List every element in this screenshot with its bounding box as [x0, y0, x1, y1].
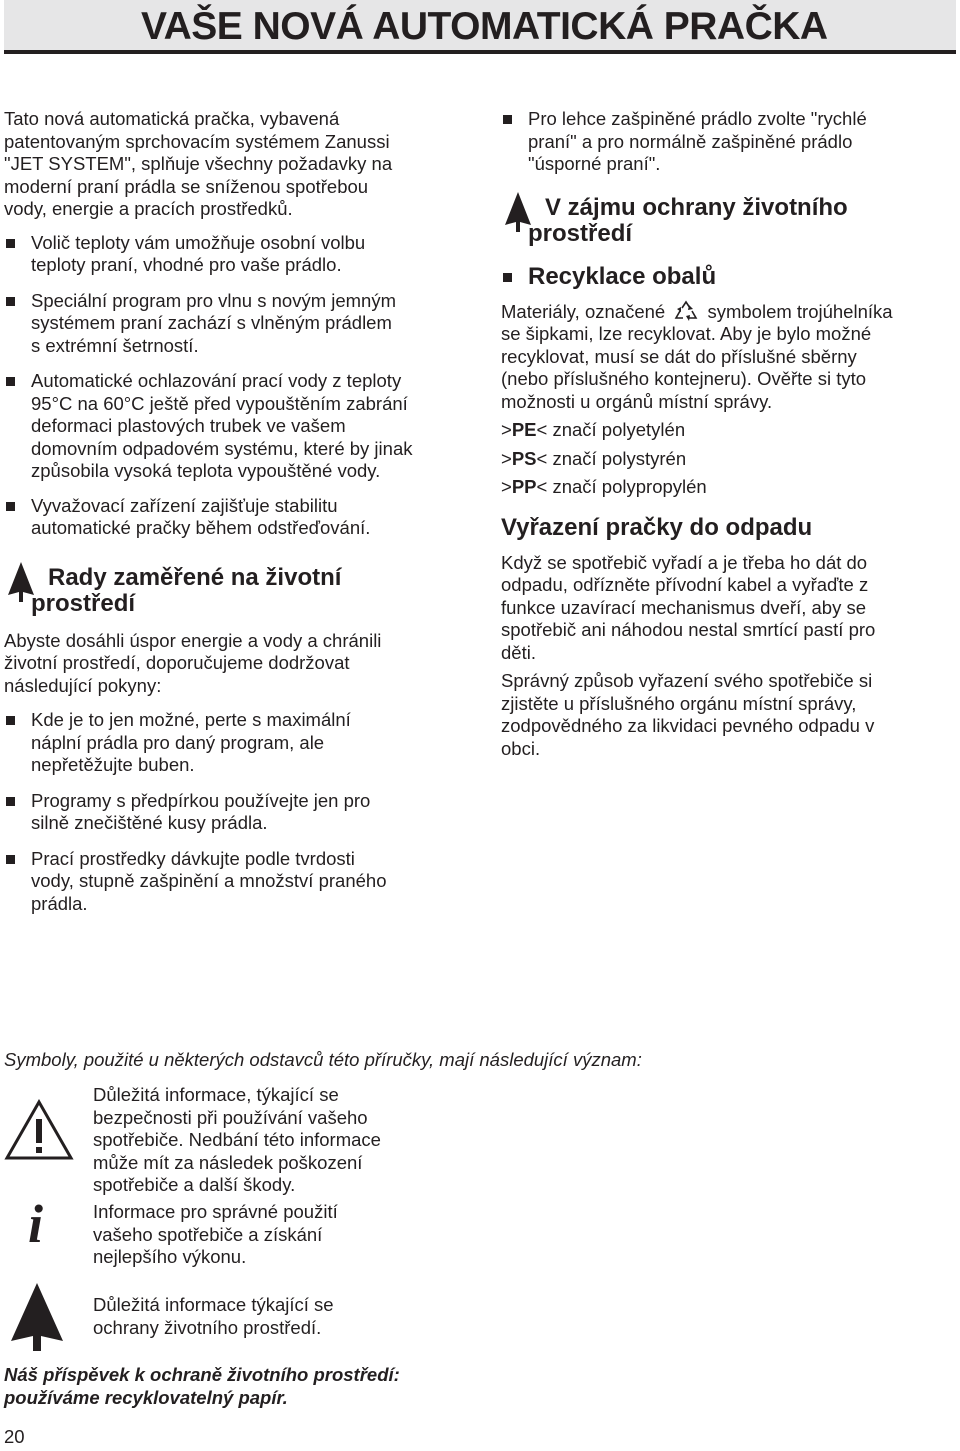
title-bar: [4, 0, 956, 54]
warning-icon: [4, 1099, 74, 1161]
code-pe: >PE< značí polyetylén: [501, 419, 686, 440]
env-heading: V zájmu ochrany životního prostředí: [501, 192, 956, 248]
bullet-square-icon: [6, 239, 15, 248]
bullet-temperature: Volič teploty vám umožňuje osobní volbu teploty praní, vhodné pro vaše prádlo.: [4, 232, 464, 277]
eco-heading: Rady zaměřené na životní prostředí: [4, 562, 464, 620]
info-icon: i: [28, 1194, 44, 1254]
eco-bullet-detergent: Prací prostředky dávkujte podle tvrdosti vody, stupně zašpinění a množství praného prádla.: [4, 848, 464, 916]
page-title: VAŠE NOVÁ AUTOMATICKÁ PRAČKA: [141, 5, 828, 48]
disposal-paragraph-2: Správný způsob vyřazení svého spotřebiče si zjistěte u příslušného orgánu místní správy, zodpovědného za likvidaci pevného odpadu v obci.: [501, 670, 875, 759]
bullet-balancing: Vyvažovací zařízení zajišťuje stabilitu automatické pračky během odstřeďování.: [4, 495, 464, 540]
bullet-square-icon: [6, 377, 15, 386]
symbols-intro: Symboly, použité u některých odstavců této příručky, mají následující význam:: [4, 1049, 642, 1070]
page-number: 20: [4, 1426, 25, 1447]
bullet-wool-program: Speciální program pro vlnu s novým jemným systémem praní zachází s vlněným prádlem s extrémní šetrností.: [4, 290, 464, 358]
recycled-paper-note: Náš příspěvek k ochraně životního prostředí: používáme recyklovatelný papír.: [4, 1364, 400, 1408]
disposal-heading: Vyřazení pračky do odpadu: [501, 513, 813, 541]
recycle-icon: [673, 300, 699, 322]
code-pp: >PP< značí polypropylén: [501, 476, 707, 497]
bullet-square-icon: [6, 502, 15, 511]
bullet-square-icon: [6, 716, 15, 725]
bullet-square-icon: [503, 273, 512, 282]
eco-bullet-prewash: Programy s předpírkou používejte jen pro silně znečištěné kusy prádla.: [4, 790, 464, 835]
bullet-square-icon: [6, 797, 15, 806]
bullet-square-icon: [6, 297, 15, 306]
tree-icon: [8, 1283, 66, 1351]
warning-description: Důležitá informace, týkající se bezpečnosti při používání vašeho spotřebiče. Nedbání této informace může mít za následek poškození spotřebiče a další škody.: [93, 1084, 381, 1195]
recycle-heading: Recyklace obalů: [501, 264, 956, 290]
eco-bullet-full-load: Kde je to jen možné, perte s maximální náplní prádla pro daný program, ale nepřetěžujte buben.: [4, 709, 464, 777]
disposal-paragraph-1: Když se spotřebič vyřadí a je třeba ho dát do odpadu, odřízněte přívodní kabel a vyřaďte z funkce uzavírací mechanismus dveří, aby se spotřebič ani náhodou nestal smrtící pastí pro děti.: [501, 551, 876, 663]
left-column: [4, 108, 464, 915]
info-description: Informace pro správné použití vašeho spotřebiče a získání nejlepšího výkonu.: [93, 1201, 338, 1267]
right-column: [501, 108, 956, 760]
bullet-square-icon: [503, 115, 512, 124]
bullet-quick-wash: Pro lehce zašpiněné prádlo zvolte "rychlé praní" a pro normálně zašpiněné prádlo "úsporné praní".: [501, 108, 956, 176]
bullet-square-icon: [6, 855, 15, 864]
intro-paragraph: Tato nová automatická pračka, vybavená patentovaným sprchovacím systémem Zanussi "JET SYSTEM", splňuje všechny požadavky na moderní praní prádla se sníženou spotřebou vody, energie a pracích prostředků.: [4, 108, 393, 219]
eco-intro: Abyste dosáhli úspor energie a vody a chránili životní prostředí, doporučujeme dodržovat následující pokyny:: [4, 629, 382, 696]
env-description: Důležitá informace týkající se ochrany životního prostředí.: [93, 1294, 334, 1338]
bullet-cooling: Automatické ochlazování prací vody z teploty 95°C na 60°C ještě před vypouštěním zabrání deformaci plastových trubek ve vašem domovním odpadovém systému, které by jinak způsobila vysoká teplota vypouštěné vody.: [4, 370, 464, 483]
recycle-paragraph: Materiály, označené symbolem trojúhelníka se šipkami, lze recyklovat. Aby je bylo možné recyklovat, musí se dát do příslušné sběrny (nebo příslušného kontejneru). Ověřte si tyto možnosti u orgánů místní správy.: [501, 300, 893, 412]
code-ps: >PS< značí polystyrén: [501, 447, 687, 469]
